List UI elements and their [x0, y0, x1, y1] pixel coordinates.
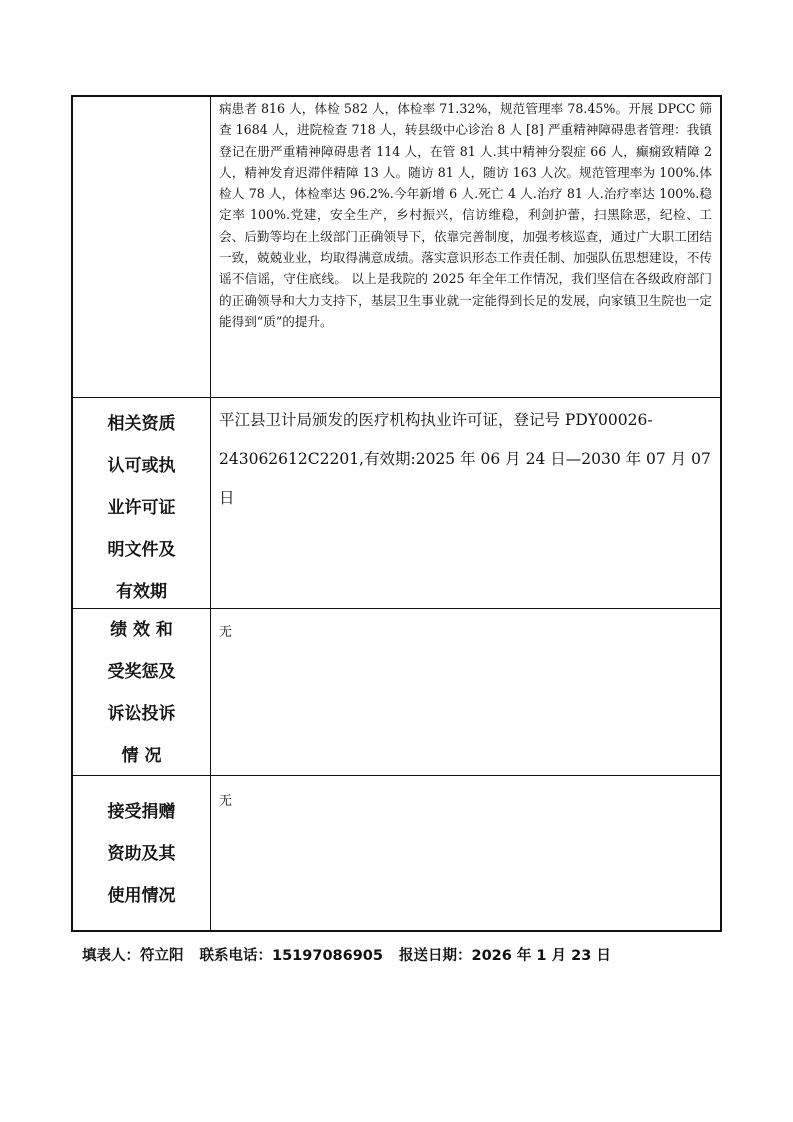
- awards-value: 无: [219, 625, 233, 640]
- donations-row: [73, 775, 720, 932]
- work-summary-row: [73, 97, 720, 397]
- label-line: 接受捐赠: [107, 802, 176, 822]
- work-summary-text: 病患者 816 人，体检 582 人，体检率 71.32%，规范管理率 78.45%。开展 DPCC 筛查 1684 人，进院检查 718 人，转县级中心诊治 8 人 [8] 严重精神障碍患者管理：我镇登记在册严重精神障碍患者 114 人，在管 81 人.其中精神分裂症 66 人，癫痫致精障 2 人，精神发育迟滞伴精障 13 人。随访 81 人，随访 163 人次。规范管理率为 100%.体检人 78 人，体检率达 96.2%.今年新增 6 人.死亡 4 人.治疗 81 人.治疗率达 100%.稳定率 100%.党建，安全生产，乡村振兴，信访维稳，利剑护蕾，扫黑除恶，纪检、工会、后勤等均在上级部门正确领导下，依靠完善制度，加强考核巡查，通过广大职工团结一致，兢兢业业，均取得满意成绩。落实意识形态工作责任制、加强队伍思想建设，不传谣不信谣，守住底线。 以上是我院的 2025 年全年工作情况，我们坚信在各级政府部门的正确领导和大力支持下，基层卫生事业就一定能得到长足的发展，向家镇卫生院也一定能得到“质”的提升。: [219, 101, 712, 329]
- license-label: [73, 403, 210, 613]
- awards-row: [73, 608, 720, 775]
- form-footer: [82, 944, 611, 965]
- label-line: 业许可证: [107, 498, 176, 518]
- license-row: [73, 397, 720, 608]
- label-line: 认可或执: [107, 456, 176, 476]
- label-line: 使用情况: [107, 886, 176, 906]
- label-line: 相关资质: [107, 414, 176, 434]
- label-line: 有效期: [116, 582, 167, 602]
- donations-label: [73, 791, 210, 917]
- filler-label: 填表人：: [82, 948, 140, 964]
- info-form-table: [71, 95, 722, 932]
- column-divider: [210, 97, 211, 397]
- filler-name: 符立阳: [140, 948, 184, 964]
- label-line: 诉讼投诉: [107, 704, 176, 724]
- label-line: 情 况: [121, 746, 162, 766]
- column-divider: [210, 398, 211, 608]
- license-text: 平江县卫计局颁发的医疗机构执业许可证，登记号 PDY00026-243062612C2201,有效期:2025 年 06 月 24 日—2030 年 07 月 07 日: [219, 411, 711, 507]
- label-line: 资助及其: [107, 844, 176, 864]
- awards-label: [73, 609, 210, 777]
- phone-number: 15197086905: [272, 948, 383, 964]
- phone-label: 联系电话：: [199, 948, 272, 964]
- submit-date: 2026 年 1 月 23 日: [471, 948, 611, 964]
- label-line: 受奖惩及: [107, 662, 176, 682]
- label-line: 明文件及: [107, 540, 176, 560]
- column-divider: [210, 609, 211, 775]
- column-divider: [210, 776, 211, 932]
- label-line: 绩 效 和: [110, 620, 173, 640]
- date-label: 报送日期：: [398, 948, 472, 964]
- donations-value: 无: [219, 794, 233, 809]
